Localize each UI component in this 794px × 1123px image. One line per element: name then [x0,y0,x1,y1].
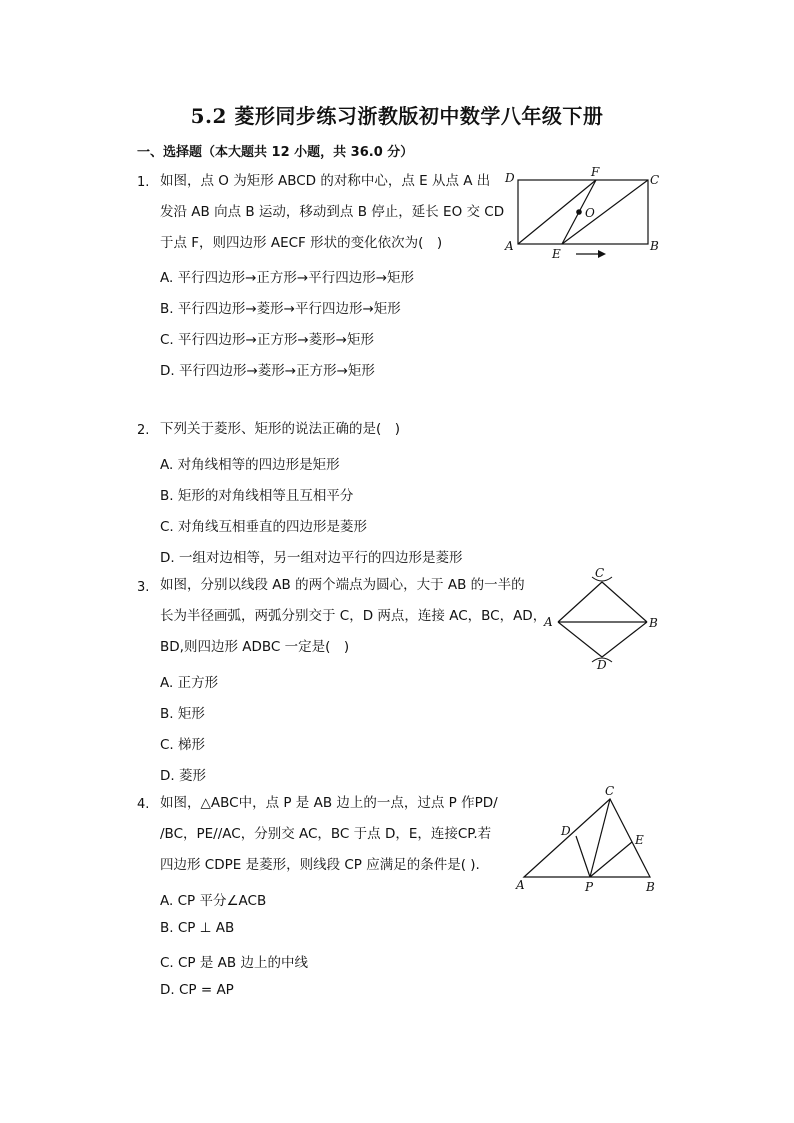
label-p: P [585,880,594,894]
label-a: A [505,239,514,253]
question-3-stem [160,570,546,663]
question-1-line-2: 发沿 AB 向点 B 运动，移动到点 B 停止，延长 EO 交 CD [160,204,505,220]
question-3-line-2: 长为半径画弧，两弧分别交于 C，D 两点，连接 AC，BC，AD， [160,608,547,624]
question-3-number: 3. [137,580,150,595]
label-d: D [561,824,571,838]
label-o: O [585,206,595,220]
question-2-option-a: A. 对角线相等的四边形是矩形 [160,457,340,473]
question-3-line-1: 如图，分别以线段 AB 的两个端点为圆心，大于 AB 的一半的 [160,577,525,593]
question-4-number: 4. [137,797,150,812]
label-c: C [650,173,660,187]
label-a: A [516,878,525,892]
segment-cp [590,799,610,877]
label-e: E [635,833,644,847]
question-4-line-3: 四边形 CDPE 是菱形，则线段 CP 应满足的条件是( ). [160,857,480,873]
label-c: C [605,785,615,798]
question-4-stem [160,788,498,881]
segment-ac [558,582,602,622]
question-3-figure [540,565,665,675]
label-d: D [505,171,515,185]
question-3-option-b: B. 矩形 [160,706,205,722]
question-2-stem [160,414,400,445]
question-4-option-c: C. CP 是 AB 边上的中线 [160,955,308,971]
question-1-stem [160,166,504,259]
question-4-line-1: 如图，△ABC中，点 P 是 AB 边上的一点，过点 P 作PD/ [160,795,498,811]
section-heading: 一、选择题（本大题共 12 小题，共 36.0 分） [137,145,414,160]
center-point-o [576,209,582,215]
segment-pe [590,842,632,877]
segment-ad [558,622,602,657]
segment-pd [576,836,590,877]
question-2-option-b: B. 矩形的对角线相等且互相平分 [160,488,354,504]
question-3-option-d: D. 菱形 [160,768,206,784]
question-4-option-a: A. CP 平分∠ACB [160,893,267,909]
segment-ec [562,180,648,244]
triangle-abc [524,799,650,877]
question-3-option-a: A. 正方形 [160,675,219,691]
segment-bd [602,622,647,657]
question-4-option-d: D. CP = AP [160,982,234,998]
rectangle-abcd [518,180,648,244]
label-e: E [552,247,561,261]
question-4-figure [512,785,662,895]
question-1-line-3: 于点 F，则四边形 AECF 形状的变化依次为( ) [160,235,443,251]
label-d: D [597,658,607,672]
question-1-figure [500,162,670,262]
question-2-line-1: 下列关于菱形、矩形的说法正确的是( ) [160,421,401,437]
label-b: B [650,239,659,253]
question-3-option-c: C. 梯形 [160,737,206,753]
question-4-option-b: B. CP ⊥ AB [160,920,235,936]
question-3-line-3: BD,则四边形 ADBC 一定是( ) [160,639,350,655]
label-b: B [649,616,658,630]
question-1-option-b: B. 平行四边形→菱形→平行四边形→矩形 [160,301,401,317]
question-1-number: 1. [137,175,150,190]
question-1-line-1: 如图，点 O 为矩形 ABCD 的对称中心，点 E 从点 A 出 [160,173,491,189]
document-title: 5.2 菱形同步练习浙教版初中数学八年级下册 [190,104,604,128]
label-c: C [595,566,605,580]
question-4-line-2: /BC，PE//AC，分别交 AC，BC 于点 D，E，连接CP.若 [160,826,492,842]
label-a: A [544,615,553,629]
question-1-option-d: D. 平行四边形→菱形→正方形→矩形 [160,363,375,379]
segment-bc [602,582,647,622]
question-1-option-a: A. 平行四边形→正方形→平行四边形→矩形 [160,270,415,286]
motion-arrow-head [598,250,606,258]
label-f: F [591,165,600,179]
question-1-option-c: C. 平行四边形→正方形→菱形→矩形 [160,332,374,348]
question-2-number: 2. [137,423,150,438]
question-2-option-d: D. 一组对边相等，另一组对边平行的四边形是菱形 [160,550,463,566]
label-b: B [646,880,655,894]
question-2-option-c: C. 对角线互相垂直的四边形是菱形 [160,519,368,535]
